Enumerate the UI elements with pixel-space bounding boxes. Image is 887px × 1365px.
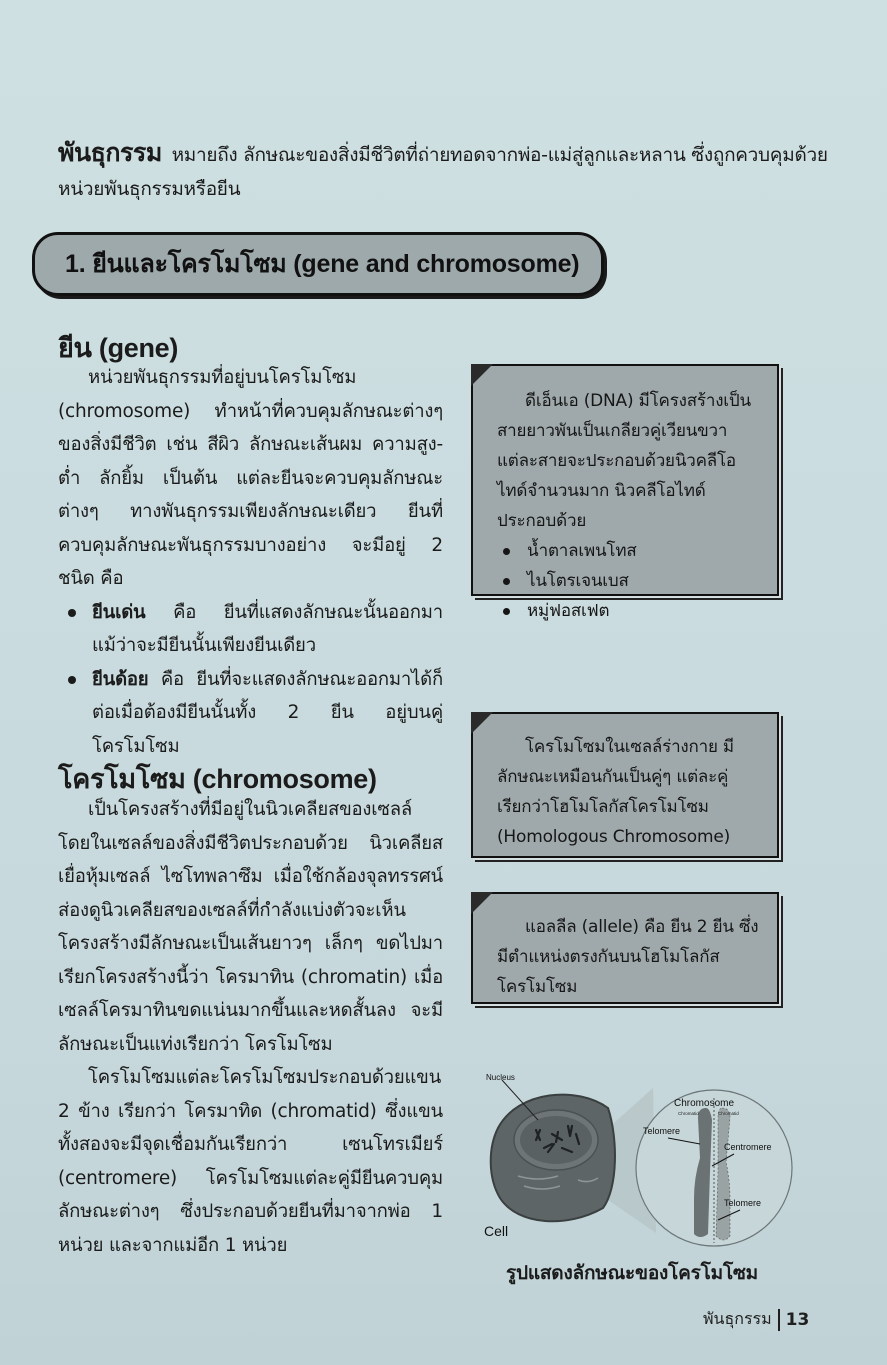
chromosome-figure bbox=[478, 1068, 796, 1248]
footer-chapter-title: พันธุกรรม bbox=[703, 1309, 772, 1328]
bullet-term: ยีนเด่น bbox=[92, 601, 146, 623]
gene-paragraph: หน่วยพันธุกรรมที่อยู่บนโครโมโซม (chromosome) ทำหน้าที่ควบคุมลักษณะต่างๆ ของสิ่งมีชีวิต เช่น สีผิว ลักษณะเส้นผม ความสูง-ต่ำ ลักยิ้ม เป็นต้น แต่ละยีนจะควบคุมลักษณะต่างๆ ทางพันธุกรรมเพียงลักษณะเดียว ยีนที่ควบคุมลักษณะพันธุกรรมบางอย่าง จะมีอยู่ 2 ชนิด คือ bbox=[58, 367, 443, 589]
folded-corner-icon bbox=[471, 892, 493, 914]
intro-paragraph bbox=[58, 136, 838, 206]
page-footer bbox=[703, 1307, 809, 1332]
note-box-homologous: โครโมโซมในเซลล์ร่างกาย มีลักษณะเหมือนกันเป็นคู่ๆ แต่ละคู่เรียกว่าโฮโมโลกัสโครโมโซม (Homologous Chromosome) bbox=[471, 712, 779, 858]
chromosome-heading: โครโมโซม (chromosome) bbox=[58, 764, 377, 794]
chromatid-right-label: Chromatid bbox=[718, 1111, 739, 1116]
list-item: ยีนเด่น คือ ยีนที่แสดงลักษณะนั้นออกมาแม้ว่าจะมียีนนั้นเพียงยีนเดียว bbox=[58, 596, 443, 663]
page-number: 13 bbox=[785, 1309, 810, 1330]
chromosome-paragraph-2: โครโมโซมแต่ละโครโมโซมประกอบด้วยแขน 2 ข้าง เรียกว่า โครมาทิด (chromatid) ซึ่งแขนทั้งสองจะมีจุดเชื่อมกันเรียกว่า เซนโทรเมียร์ (centromere) โครโมโซมแต่ละคู่มียีนควบคุมลักษณะต่างๆ ซึ่งประกอบด้วยยีนที่มาจากพ่อ 1 หน่วย และจากแม่อีก 1 หน่วย bbox=[58, 1067, 443, 1256]
folded-corner-icon bbox=[471, 364, 493, 386]
cell-chromosome-illustration bbox=[478, 1068, 796, 1248]
gene-section-body bbox=[58, 361, 443, 763]
list-item: หมู่ฟอสเฟต bbox=[497, 596, 759, 626]
chromosome-paragraph-1: เป็นโครงสร้างที่มีอยู่ในนิวเคลียสของเซลล์ โดยในเซลล์ของสิ่งมีชีวิตประกอบด้วย นิวเคลียส เยื่อหุ้มเซลล์ ไซโทพลาซึม เมื่อใช้กล้องจุลทรรศน์ส่องดูนิวเคลียสของเซลล์ที่กำลังแบ่งตัวจะเห็นโครงสร้างมีลักษณะเป็นเส้นยาวๆ เล็กๆ ขดไปมา เรียกโครงสร้างนี้ว่า โครมาทิน (chromatin) เมื่อเซลล์โครมาทินขดแน่นมากขึ้นและหดสั้นลง จะมีลักษณะเป็นแท่งเรียกว่า โครโมโซม bbox=[58, 799, 443, 1055]
list-item: ยีนด้อย คือ ยีนที่จะแสดงลักษณะออกมาได้ก็ต่อเมื่อต้องมียีนนั้นทั้ง 2 ยีน อยู่บนคู่โครโมโซม bbox=[58, 663, 443, 764]
section-banner bbox=[32, 232, 604, 296]
note-box-dna: ดีเอ็นเอ (DNA) มีโครงสร้างเป็นสายยาวพันเป็นเกลียวคู่เวียนขวา แต่ละสายจะประกอบด้วยนิวคลีโอไทด์จำนวนมาก นิวคลีโอไทด์ ประกอบด้วย น้ำตาลเพนโทส ไนโตรเจนเบส หมู่ฟอสเฟต bbox=[471, 364, 779, 596]
cell-label: Cell bbox=[484, 1223, 509, 1239]
gene-heading: ยีน (gene) bbox=[58, 333, 179, 363]
gene-types-list bbox=[58, 596, 443, 764]
nucleus-label: Nucleus bbox=[486, 1073, 515, 1082]
folded-corner-icon bbox=[471, 712, 493, 734]
chromosome-section-body bbox=[58, 793, 443, 1262]
list-item: น้ำตาลเพนโทส bbox=[497, 536, 759, 566]
nucleotide-components-list bbox=[497, 536, 759, 626]
chromatid-left-label: Chromatid bbox=[678, 1111, 699, 1116]
intro-lead-term: พันธุกรรม bbox=[58, 138, 162, 167]
figure-caption: รูปแสดงลักษณะของโครโมโซม bbox=[506, 1262, 758, 1284]
list-item: ไนโตรเจนเบส bbox=[497, 566, 759, 596]
centromere-label: Centromere bbox=[724, 1142, 772, 1152]
telomere-top-label: Telomere bbox=[643, 1126, 681, 1136]
telomere-bottom-label: Telomere bbox=[724, 1198, 762, 1208]
footer-divider bbox=[778, 1309, 780, 1331]
intro-definition: หมายถึง ลักษณะของสิ่งมีชีวิตที่ถ่ายทอดจากพ่อ-แม่สู่ลูกและหลาน ซึ่งถูกควบคุมด้วยหน่วยพันธุกรรมหรือยีน bbox=[58, 144, 828, 200]
note-box-allele: แอลลีล (allele) คือ ยีน 2 ยีน ซึ่งมีตำแหน่งตรงกันบนโฮโมโลกัสโครโมโซม bbox=[471, 892, 779, 1004]
section-title: 1. ยีนและโครโมโซม (gene and chromosome) bbox=[65, 250, 580, 278]
chromosome-label: Chromosome bbox=[674, 1098, 735, 1109]
bullet-term: ยีนด้อย bbox=[92, 668, 149, 690]
